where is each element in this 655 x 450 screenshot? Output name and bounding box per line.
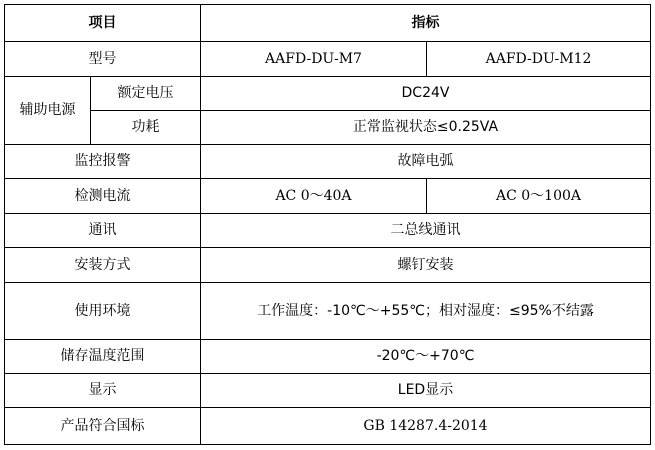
current-label: 检测电流	[5, 179, 201, 214]
rated-voltage-value: DC24V	[201, 77, 651, 111]
table-row-rated-voltage	[5, 77, 651, 111]
model-value-m7: AAFD-DU-M7	[201, 42, 427, 77]
power-consumption-value: 正常监视状态≤0.25VA	[201, 111, 651, 145]
alarm-value: 故障电弧	[201, 145, 651, 179]
communication-value: 二总线通讯	[201, 214, 651, 248]
aux-power-label: 辅助电源	[5, 77, 91, 145]
header-item-cell: 项目	[5, 5, 201, 42]
storage-temp-label: 储存温度范围	[5, 340, 201, 374]
model-label: 型号	[5, 42, 201, 77]
table-row-model	[5, 42, 651, 77]
standard-label: 产品符合国标	[5, 408, 201, 445]
display-value: LED显示	[201, 374, 651, 408]
header-indicator-cell: 指标	[201, 5, 651, 42]
table-row-alarm	[5, 145, 651, 179]
spec-table	[4, 4, 651, 445]
rated-voltage-label: 额定电压	[91, 77, 201, 111]
table-row-environment	[5, 283, 651, 340]
table-row-display	[5, 374, 651, 408]
table-row-standard	[5, 408, 651, 445]
storage-temp-value: -20℃～+70℃	[201, 340, 651, 374]
model-value-m12: AAFD-DU-M12	[427, 42, 651, 77]
installation-label: 安装方式	[5, 248, 201, 283]
communication-label: 通讯	[5, 214, 201, 248]
alarm-label: 监控报警	[5, 145, 201, 179]
table-row-storage-temp	[5, 340, 651, 374]
current-value-100a: AC 0～100A	[427, 179, 651, 214]
installation-value: 螺钉安装	[201, 248, 651, 283]
environment-label: 使用环境	[5, 283, 201, 340]
table-row-installation	[5, 248, 651, 283]
display-label: 显示	[5, 374, 201, 408]
table-row-current	[5, 179, 651, 214]
table-header-row	[5, 5, 651, 42]
power-consumption-label: 功耗	[91, 111, 201, 145]
standard-value: GB 14287.4-2014	[201, 408, 651, 445]
table-row-power-consumption	[5, 111, 651, 145]
environment-value: 工作温度：-10℃～+55℃；相对湿度：≤95%不结露	[201, 283, 651, 340]
current-value-40a: AC 0～40A	[201, 179, 427, 214]
table-row-communication	[5, 214, 651, 248]
